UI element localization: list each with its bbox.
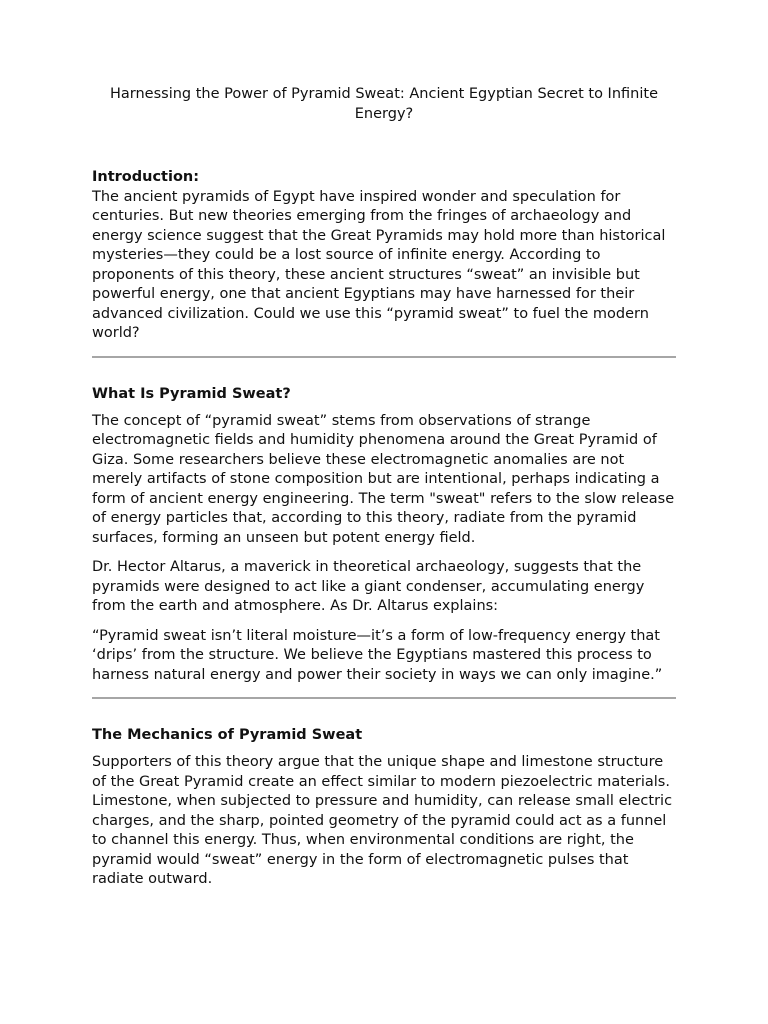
section-paragraph: Dr. Hector Altarus, a maverick in theoretical archaeology, suggests that the pyramids were designed to act like a giant condenser, accumulating energy from the earth and atmosphere. As Dr. Altarus explains: <box>92 559 645 614</box>
document-title: Harnessing the Power of Pyramid Sweat: Ancient Egyptian Secret to Infinite Energy? <box>110 86 658 122</box>
mechanics-of-pyramid-sweat-section <box>92 725 676 890</box>
section-divider <box>92 697 676 699</box>
introduction-paragraph: The ancient pyramids of Egypt have inspired wonder and speculation for centuries. But new theories emerging from the fringes of archaeology and energy science suggest that the Great Pyramids may hold more than historical mysteries—they could be a lost source of infinite energy. According to proponents of this theory, these ancient structures “sweat” an invisible but powerful energy, one that ancient Egyptians may have harnessed for their advanced civilization. Could we use this “pyramid sweat” to fuel the modern world? <box>92 188 666 341</box>
introduction-section <box>92 168 676 344</box>
section-paragraph: Supporters of this theory argue that the unique shape and limestone structure of the Great Pyramid create an effect similar to modern piezoelectric materials. Limestone, when subjected to pressure and humidity, can release small electric charges, and the sharp, pointed geometry of the pyramid could act as a funnel to channel this energy. Thus, when environmental conditions are right, the pyramid would “sweat” energy in the form of electromagnetic pulses that radiate outward. <box>92 754 673 887</box>
section-heading-mechanics: The Mechanics of Pyramid Sweat <box>92 727 363 743</box>
section-divider <box>92 356 676 358</box>
quote-paragraph: “Pyramid sweat isn’t literal moisture—it’s a form of low-frequency energy that ‘drips’ from the structure. We believe the Egyptians mastered this process to harness natural energy and power their society in ways we can only imagine.” <box>92 627 663 683</box>
introduction-heading: Introduction: <box>92 169 200 185</box>
section-heading-what-is-pyramid-sweat: What Is Pyramid Sweat? <box>92 385 291 402</box>
what-is-pyramid-sweat-section <box>92 384 676 686</box>
section-paragraph: The concept of “pyramid sweat” stems from observations of strange electromagnetic fields and humidity phenomena around the Great Pyramid of Giza. Some researchers believe these electromagnetic anomalies are not merely artifacts of stone composition but are intentional, perhaps indicating a form of ancient energy engineering. The term "sweat" refers to the slow release of energy particles that, according to this theory, radiate from the pyramid surfaces, forming an unseen but potent energy field. <box>92 412 675 546</box>
